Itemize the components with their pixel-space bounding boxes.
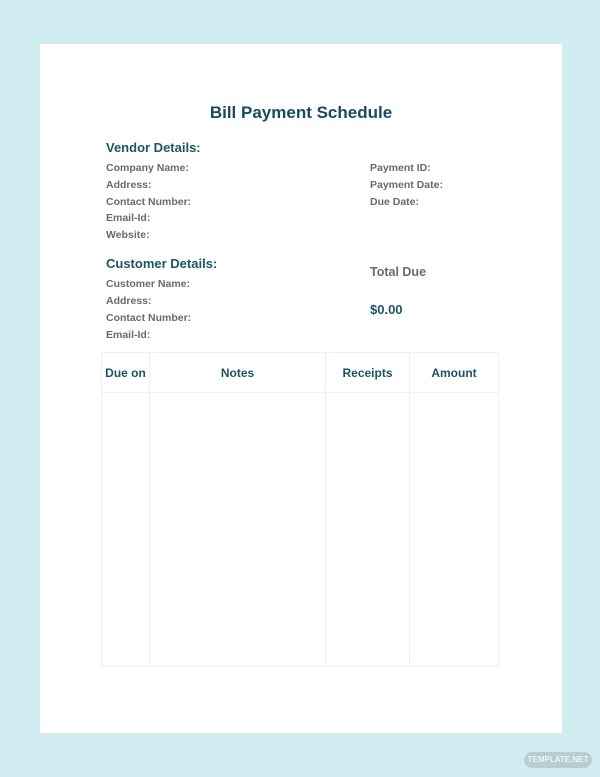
payment-date-label: Payment Date: [370, 179, 443, 191]
vendor-company-label: Company Name: [106, 162, 189, 174]
header-notes: Notes [150, 353, 326, 393]
customer-heading: Customer Details: [106, 256, 218, 271]
table-header-row [102, 353, 499, 393]
header-receipts: Receipts [326, 353, 410, 393]
cell-due-on[interactable] [102, 393, 150, 667]
schedule-table [101, 352, 499, 667]
cell-notes[interactable] [150, 393, 326, 667]
page-title: Bill Payment Schedule [209, 103, 393, 122]
table-row [102, 393, 499, 667]
vendor-contact-label: Contact Number: [106, 196, 192, 208]
header-due-on: Due on [102, 353, 150, 393]
payment-id-label: Payment ID: [370, 162, 431, 174]
customer-email-label: Email-Id: [106, 329, 151, 341]
cell-receipts[interactable] [326, 393, 410, 667]
total-due-label: Total Due [370, 265, 427, 279]
vendor-address-label: Address: [106, 179, 152, 191]
vendor-email-label: Email-Id: [106, 212, 151, 224]
customer-address-label: Address: [106, 295, 152, 307]
vendor-heading: Vendor Details: [106, 140, 201, 155]
header-amount: Amount [410, 353, 499, 393]
due-date-label: Due Date: [370, 196, 420, 208]
total-due-value: $0.00 [370, 302, 403, 317]
watermark-logo: TEMPLATE.NET [524, 752, 592, 768]
cell-amount[interactable] [410, 393, 499, 667]
customer-name-label: Customer Name: [106, 278, 191, 290]
vendor-website-label: Website: [106, 229, 150, 241]
customer-contact-label: Contact Number: [106, 312, 192, 324]
document-page [40, 44, 562, 733]
